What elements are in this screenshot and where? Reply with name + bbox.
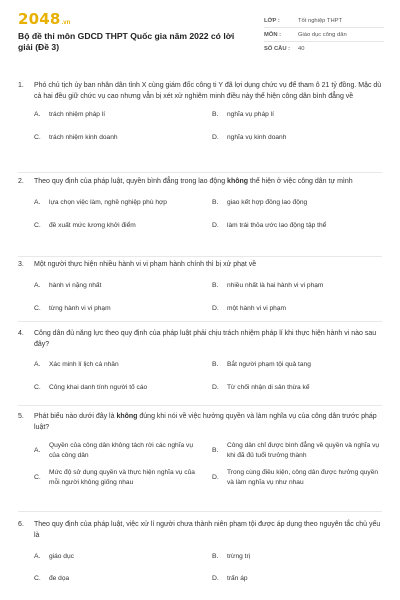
option-a[interactable]: A. lựa chọn việc làm, nghề nghiệp phù hợp bbox=[34, 199, 167, 206]
question-3 bbox=[18, 259, 382, 322]
options-grid bbox=[34, 360, 382, 392]
option-a[interactable]: A. Quyền của công dân không tách rời các nghĩa vụ của công dân bbox=[34, 442, 193, 459]
option-d[interactable]: D. một hành vi vi phạm bbox=[212, 304, 287, 312]
option-d[interactable]: D. làm trái thỏa ước lao động tập thể bbox=[212, 221, 327, 229]
meta-label: SỐ CÂU : bbox=[264, 46, 291, 52]
meta-label: MÔN : bbox=[264, 31, 282, 38]
options-grid bbox=[34, 198, 382, 230]
question-number: 6. bbox=[18, 521, 24, 528]
question-text: Phó chủ tịch ủy ban nhân dân tỉnh X cùng giám đốc công ti Y đã lợi dụng chức vụ để tham ô 21 tỷ đồng. Mặc dù cả hai đều giữ chức vụ cao nhưng vẫn bị xét xử nghiêm minh điều này thể hiện công dân bình đẳng về bbox=[34, 82, 382, 100]
document-title: Bộ đề thi môn GDCD THPT Quốc gia năm 2022 có lời giải (Đề 3) bbox=[18, 31, 235, 52]
question-text: Công dân đủ năng lực theo quy định của pháp luật phải chịu trách nhiệm pháp lí khi thực hiện hành vi nào sau đây? bbox=[34, 330, 377, 348]
question-text: Phát biểu nào dưới đây là không đúng khi nói về việc hưởng quyền và làm nghĩa vụ của công dân trước pháp luật? bbox=[34, 413, 377, 431]
question-number: 5. bbox=[18, 413, 24, 420]
option-b[interactable]: B. Công dân chỉ được bình đẳng về quyền và nghĩa vụ khi đã đủ tuổi trưởng thành bbox=[212, 442, 380, 459]
question-2 bbox=[18, 176, 382, 257]
option-c[interactable]: C. đe dọa bbox=[34, 574, 70, 582]
meta-value: Giáo dục công dân bbox=[298, 31, 347, 38]
question-number: 3. bbox=[18, 261, 24, 268]
meta-label: LỚP : bbox=[264, 17, 280, 24]
question-1 bbox=[18, 80, 382, 173]
option-c[interactable]: C. trách nhiệm kinh doanh bbox=[34, 133, 118, 141]
meta-info-table bbox=[264, 14, 384, 76]
option-a[interactable]: A. Xác minh lí lịch cá nhân bbox=[34, 361, 119, 368]
question-text: Theo quy định của pháp luật, việc xử lí người chưa thành niên phạm tội được áp dụng theo nguyên tắc chủ yếu là bbox=[34, 521, 381, 539]
question-number: 1. bbox=[18, 82, 24, 89]
question-5 bbox=[18, 411, 382, 512]
option-a[interactable]: A. giáo dục bbox=[34, 553, 74, 560]
meta-row-class bbox=[264, 14, 384, 28]
logo-main-text: 2048 bbox=[18, 10, 61, 28]
document-header bbox=[18, 10, 386, 76]
option-b[interactable]: B. giao kết hợp đồng lao động bbox=[212, 199, 308, 206]
meta-value: Tốt nghiệp THPT bbox=[298, 17, 343, 24]
options-grid bbox=[34, 552, 382, 583]
header-left bbox=[18, 10, 246, 76]
option-d[interactable]: D. Từ chối nhận di sản thừa kế bbox=[212, 383, 310, 391]
option-c[interactable]: C. Công khai danh tính người tố cáo bbox=[34, 383, 148, 391]
option-b[interactable]: B. Bắt người phạm tội quả tang bbox=[212, 361, 311, 368]
question-text: Theo quy định của pháp luật, quyền bình đẳng trong lao động không thể hiện ở việc công dân tự mình bbox=[34, 178, 353, 185]
option-d[interactable]: D. Trong cùng điều kiện, công dân được hưởng quyền và làm nghĩa vụ như nhau bbox=[212, 469, 379, 486]
logo-sub-text: .vn bbox=[61, 20, 71, 26]
options-grid bbox=[34, 110, 382, 142]
question-4 bbox=[18, 328, 382, 406]
option-c[interactable]: C. đề xuất mức lương khởi điểm bbox=[34, 221, 136, 229]
meta-row-count bbox=[264, 42, 384, 56]
meta-row-subject bbox=[264, 28, 384, 42]
question-6 bbox=[18, 519, 382, 600]
meta-value: 40 bbox=[298, 46, 305, 52]
option-a[interactable]: A. trách nhiệm pháp lí bbox=[34, 111, 106, 118]
option-c[interactable]: C. từng hành vi vi phạm bbox=[34, 304, 111, 312]
options-grid bbox=[34, 281, 382, 313]
site-logo[interactable] bbox=[18, 10, 246, 30]
question-number: 4. bbox=[18, 330, 24, 337]
option-b[interactable]: B. nghĩa vụ pháp lí bbox=[212, 111, 274, 118]
option-c[interactable]: C. Mức độ sử dụng quyền và thực hiện nghĩa vụ của mỗi người không giống nhau bbox=[34, 469, 195, 486]
option-d[interactable]: D. nghĩa vụ kinh doanh bbox=[212, 133, 287, 141]
options-grid bbox=[34, 441, 382, 487]
question-number: 2. bbox=[18, 178, 24, 185]
option-a[interactable]: A. hành vi nặng nhất bbox=[34, 282, 102, 289]
option-d[interactable]: D. trấn áp bbox=[212, 574, 248, 582]
option-b[interactable]: B. nhiều nhất là hai hành vi vi phạm bbox=[212, 282, 324, 289]
option-b[interactable]: B. trừng trị bbox=[212, 553, 251, 560]
question-text: Một người thực hiện nhiều hành vi vi phạm hành chính thì bị xử phạt về bbox=[34, 261, 257, 268]
